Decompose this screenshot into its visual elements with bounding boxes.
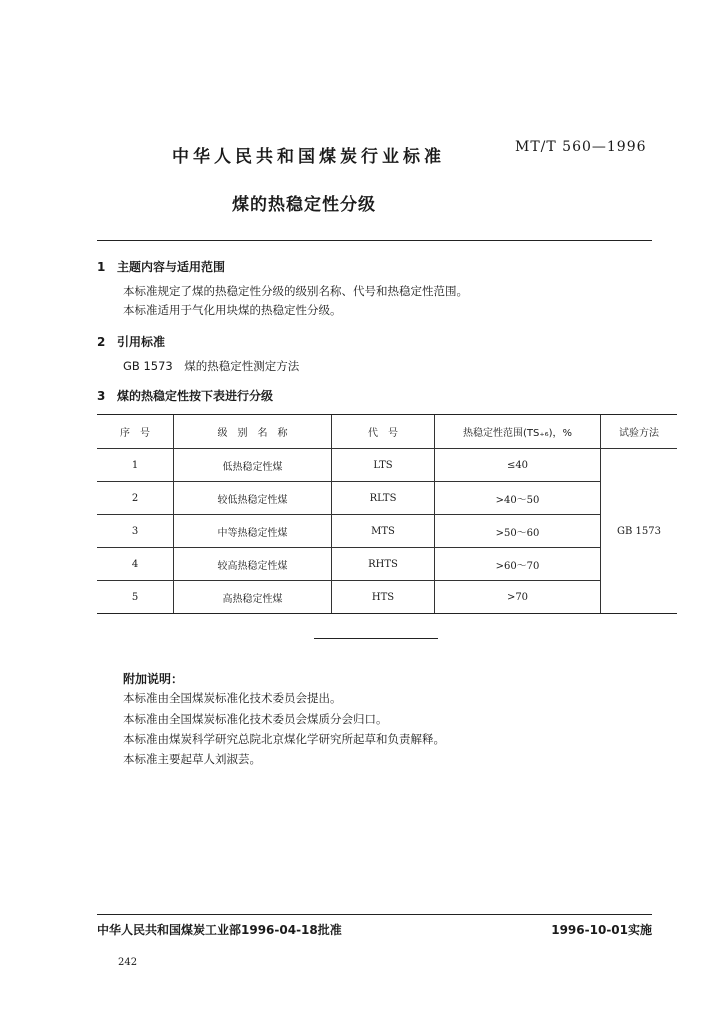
cell-code: RLTS bbox=[332, 482, 435, 515]
cell-grade-name: 较高热稳定性煤 bbox=[174, 548, 332, 581]
cell-code: RHTS bbox=[332, 548, 435, 581]
cell-range: ≤40 bbox=[435, 449, 601, 482]
cell-code: MTS bbox=[332, 515, 435, 548]
standard-org-header: 中华人民共和国煤炭行业标准 bbox=[172, 147, 445, 167]
cell-serial: 4 bbox=[97, 548, 174, 581]
section-heading-text: 引用标准 bbox=[117, 335, 166, 349]
header-grade-name: 级 别 名 称 bbox=[174, 415, 332, 449]
section-1-paragraph-2: 本标准适用于气化用块煤的热稳定性分级。 bbox=[123, 303, 342, 317]
cell-grade-name: 低热稳定性煤 bbox=[174, 449, 332, 482]
section-1-heading bbox=[97, 258, 225, 275]
table-row bbox=[97, 482, 677, 515]
standard-code: MT/T 560—1996 bbox=[515, 139, 647, 155]
cell-grade-name: 高热稳定性煤 bbox=[174, 581, 332, 614]
effective-date: 1996-10-01实施 bbox=[551, 923, 652, 937]
table-header-row bbox=[97, 415, 677, 449]
cell-code: LTS bbox=[332, 449, 435, 482]
note-line: 本标准由煤炭科学研究总院北京煤化学研究所起草和负责解释。 bbox=[123, 732, 445, 746]
table-row bbox=[97, 449, 677, 482]
header-serial: 序 号 bbox=[97, 415, 174, 449]
note-line: 本标准由全国煤炭标准化技术委员会提出。 bbox=[123, 691, 342, 705]
cell-range: >50～60 bbox=[435, 515, 601, 548]
section-3-heading bbox=[97, 387, 273, 404]
cell-range: >40～50 bbox=[435, 482, 601, 515]
cell-serial: 5 bbox=[97, 581, 174, 614]
note-line: 本标准主要起草人刘淑芸。 bbox=[123, 752, 261, 766]
section-2-paragraph-1: GB 1573 煤的热稳定性测定方法 bbox=[123, 359, 300, 373]
table-row bbox=[97, 548, 677, 581]
section-heading-text: 煤的热稳定性按下表进行分级 bbox=[117, 389, 274, 403]
cell-serial: 2 bbox=[97, 482, 174, 515]
cell-test-method: GB 1573 bbox=[601, 449, 678, 614]
cell-range: >70 bbox=[435, 581, 601, 614]
cell-serial: 1 bbox=[97, 449, 174, 482]
table-row bbox=[97, 515, 677, 548]
cell-serial: 3 bbox=[97, 515, 174, 548]
top-divider bbox=[97, 240, 652, 241]
cell-grade-name: 中等热稳定性煤 bbox=[174, 515, 332, 548]
section-heading-text: 主题内容与适用范围 bbox=[117, 260, 226, 274]
note-line: 本标准由全国煤炭标准化技术委员会煤质分会归口。 bbox=[123, 712, 388, 726]
section-number: 1 bbox=[97, 260, 106, 274]
cell-range: >60～70 bbox=[435, 548, 601, 581]
cell-grade-name: 较低热稳定性煤 bbox=[174, 482, 332, 515]
document-title: 煤的热稳定性分级 bbox=[232, 195, 376, 215]
section-1-paragraph-1: 本标准规定了煤的热稳定性分级的级别名称、代号和热稳定性范围。 bbox=[123, 284, 468, 298]
table-row bbox=[97, 581, 677, 614]
header-range: 热稳定性范围(TS₊₆)，% bbox=[435, 415, 601, 449]
section-number: 2 bbox=[97, 335, 106, 349]
section-2-heading bbox=[97, 333, 165, 350]
header-code: 代 号 bbox=[332, 415, 435, 449]
thermal-stability-grade-table bbox=[97, 414, 677, 614]
page-number: 242 bbox=[118, 957, 138, 968]
end-of-text-divider bbox=[314, 638, 438, 639]
cell-code: HTS bbox=[332, 581, 435, 614]
header-test-method: 试验方法 bbox=[601, 415, 678, 449]
footer-divider bbox=[97, 914, 652, 915]
approval-statement: 中华人民共和国煤炭工业部1996-04-18批准 bbox=[97, 923, 342, 937]
section-number: 3 bbox=[97, 389, 106, 403]
additional-notes-title: 附加说明： bbox=[123, 672, 184, 686]
